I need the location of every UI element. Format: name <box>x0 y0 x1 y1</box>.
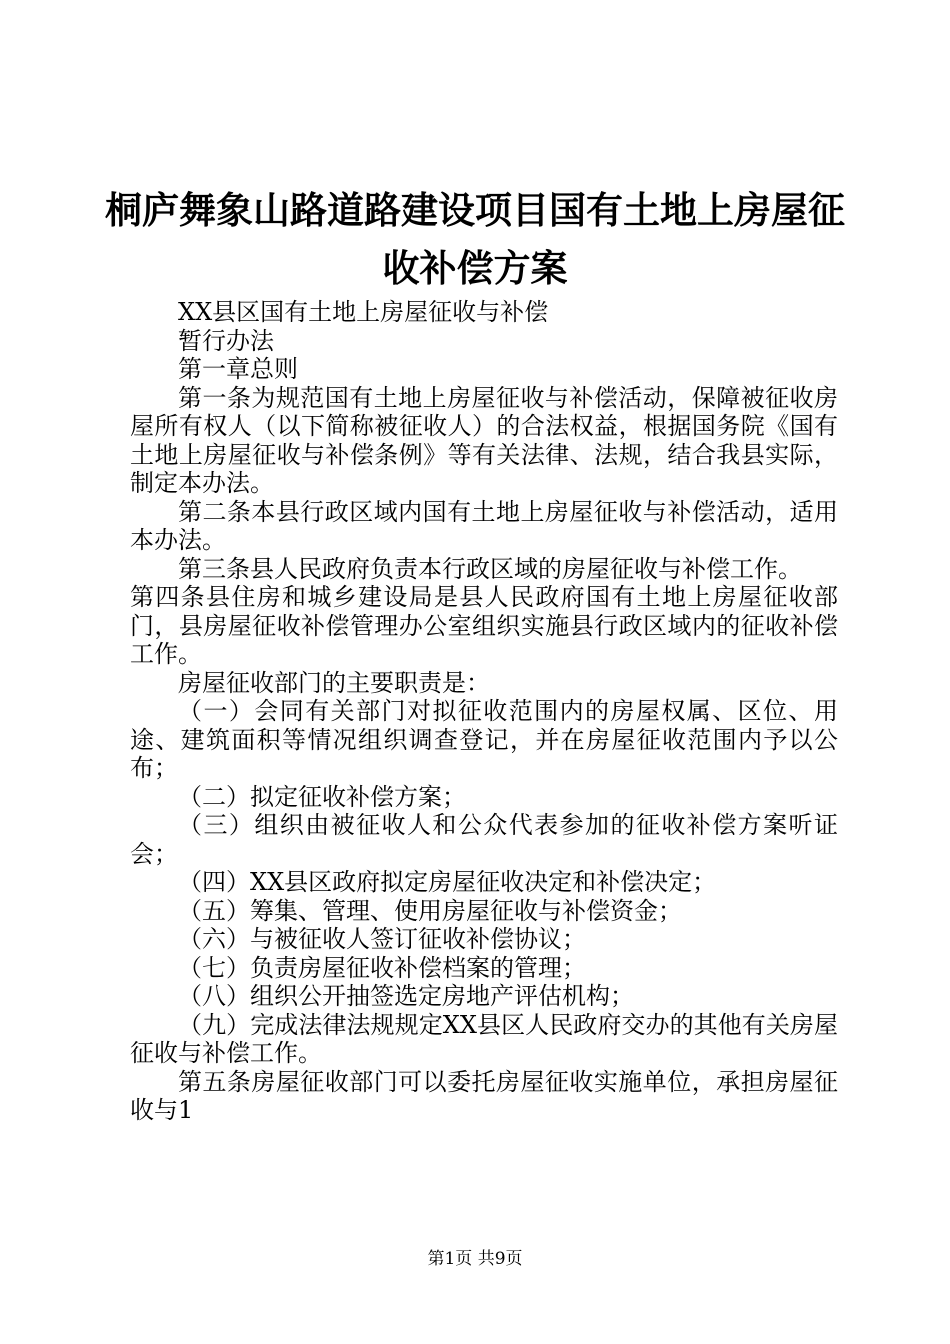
paragraph: 房屋征收部门的主要职责是： <box>178 668 490 697</box>
page-number-footer: 第1页 共9页 <box>427 1249 523 1269</box>
paragraph: （七）负责房屋征收补偿档案的管理； <box>178 953 586 982</box>
paragraph: （一）会同有关部门对拟征收范围内的房屋权属、区位、用途、建筑面积等情况组织调查登记，并在房屋征收范围内予以公布； <box>130 697 838 782</box>
paragraph: （三）组织由被征收人和公众代表参加的征收补偿方案听证会； <box>130 811 838 868</box>
paragraph: （六）与被征收人签订征收补偿协议； <box>178 925 586 953</box>
paragraph: （二）拟定征收补偿方案； <box>178 782 466 811</box>
paragraph: （四）XX县区政府拟定房屋征收决定和补偿决定； <box>178 868 717 896</box>
document-body <box>130 298 838 1125</box>
paragraph: XX县区国有土地上房屋征收与补偿 <box>178 298 549 326</box>
paragraph: （九）完成法律法规规定XX县区人民政府交办的其他有关房屋征收与补偿工作。 <box>130 1010 838 1067</box>
paragraph: 第一章总则 <box>178 355 298 383</box>
paragraph: （八）组织公开抽签选定房地产评估机构； <box>178 982 634 1010</box>
paragraph: 暂行办法 <box>178 326 274 355</box>
paragraph: （五）筹集、管理、使用房屋征收与补偿资金； <box>178 896 682 925</box>
document-title-line-1: 桐庐舞象山路道路建设项目国有土地上房屋征 <box>105 188 845 232</box>
document-title-line-2: 收补偿方案 <box>382 246 568 290</box>
paragraph: 第一条为规范国有土地上房屋征收与补偿活动，保障被征收房屋所有权人（以下简称被征收人）的合法权益，根据国务院《国有土地上房屋征收与补偿条例》等有关法律、法规，结合我县实际，制定本办法。 <box>130 383 838 497</box>
paragraph: 第五条房屋征收部门可以委托房屋征收实施单位，承担房屋征收与1 <box>130 1067 838 1124</box>
paragraph: 第四条县住房和城乡建设局是县人民政府国有土地上房屋征收部门，县房屋征收补偿管理办公室组织实施县行政区域内的征收补偿工作。 <box>130 583 838 668</box>
paragraph: 第二条本县行政区域内国有土地上房屋征收与补偿活动，适用本办法。 <box>130 497 838 554</box>
paragraph: 第三条县人民政府负责本行政区域的房屋征收与补偿工作。 <box>178 554 802 583</box>
